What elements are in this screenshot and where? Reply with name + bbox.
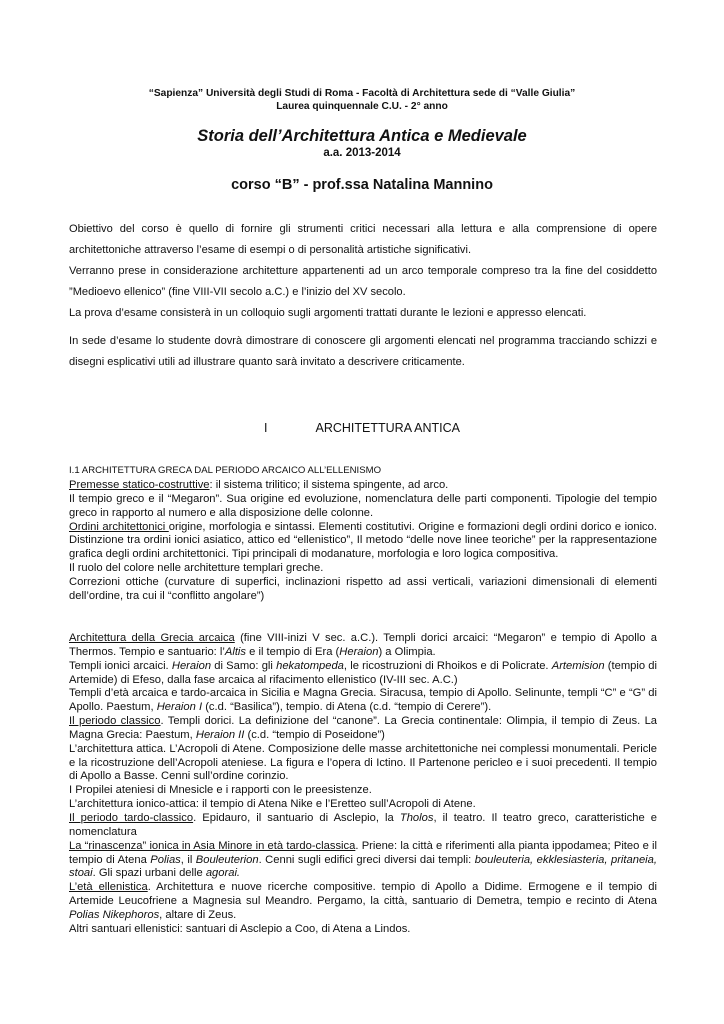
paragraph-megaron: Il tempio greco e il “Megaron”. Sua origine ed evoluzione, nomenclatura delle parti componenti. Tipologie del tempio greco in rapporto al numero e alla disposizione delle colonne.: [69, 492, 657, 519]
university-header: “Sapienza” Università degli Studi di Roma - Facoltà di Architettura sede di “Valle Giulia”: [148, 88, 576, 99]
content-block-greek-basics: [69, 479, 657, 604]
topic-label: Il periodo classico: [69, 715, 161, 728]
paragraph-correzioni: Correzioni ottiche (curvature di superfici, inclinazioni rispetto ad assi verticali, variazioni dimensionali di elementi dell’ordine, tra cui il “conflitto angolare”): [69, 575, 657, 602]
topic-label: Ordini architettonici: [69, 520, 169, 533]
topic-label: Il periodo tardo-classico: [69, 811, 194, 824]
paragraph-tardo-classico: Il periodo tardo-classico. Epidauro, il santuario di Asclepio, la Tholos, il teatro. Il teatro greco, caratteristiche e nomenclatura: [69, 811, 657, 838]
intro-paragraph-exam: La prova d’esame consisterà in un colloquio sugli argomenti trattati durante le lezioni e appresso elencati.: [69, 307, 587, 319]
intro-paragraph-sketches: In sede d’esame lo studente dovrà dimostrare di conoscere gli argomenti elencati nel programma tracciando schizzi e disegni esplicativi utili ad illustrare quanto sarà invitato a descrivere criticamente.: [69, 335, 657, 368]
paragraph-ellenistica: L’età ellenistica. Architettura e nuove ricerche compositive. tempio di Apollo a Didime. Ermogene e il tempio di Artemide Leucofriene a Magnesia sul Meandro. Pergamo, la città, santuario di Demetra, tempio e recinto di Atena Polias Nikephoros, altare di Zeus.: [69, 881, 657, 921]
topic-label: La “rinascenza” ionica in Asia Minore in età tardo-classica: [69, 839, 356, 852]
section-number: I: [264, 421, 268, 435]
paragraph-ordini: Ordini architettonici origine, morfologia e sintassi. Elementi costitutivi. Origine e formazioni degli ordini dorico e ionico. Distinzione tra ordini ionici asiatico, attico ed “ellenistico”, Il metodo “delle nove linee teoriche” per la rappresentazione grafica degli ordini architettonici. Tipi principali di modanature, morfologia e loro logica compositiva.: [69, 520, 657, 561]
paragraph-classico: Il periodo classico. Templi dorici. La definizione del “canone”. La Grecia continentale: Olimpia, il tempio di Zeus. La Magna Grecia: Paestum, Heraion II (c.d. “tempio di Poseidone”): [69, 715, 658, 741]
paragraph-altri-santuari: Altri santuari ellenistici: santuari di Asclepio a Coo, di Atena a Lindos.: [69, 922, 411, 935]
topic-label: Architettura della Grecia arcaica: [69, 632, 235, 644]
section-title: ARCHITETTURA ANTICA: [315, 421, 460, 435]
section-heading: [40, 420, 684, 436]
intro-paragraph-objective: Obiettivo del corso è quello di fornire gli strumenti critici necessari alla lettura e alla comprensione di opere architettoniche attraverso l’esame di esempi o di personalità artistiche significativi.: [69, 223, 657, 256]
paragraph-propilei: I Propilei ateniesi di Mnesicle e i rapporti con le preesistenze.: [69, 784, 372, 797]
paragraph-ionici: Templi ionici arcaici. Heraion di Samo: gli hekatompeda, le ricostruzioni di Rhoikos e di Policrate. Artemision (tempio di Artemide) di Efeso, dalla fase arcaica al rifacimento ellenistico (IV-III sec. A.C.): [69, 659, 658, 686]
course-title: Storia dell’Architettura Antica e Medievale: [197, 127, 527, 145]
subsection-heading: I.1 ARCHITETTURA GRECA DAL PERIODO ARCAICO ALL’ELLENISMO: [69, 465, 382, 476]
paragraph-sicilia: Templi d’età arcaica e tardo-arcaica in Sicilia e Magna Grecia. Siracusa, tempio di Apollo. Selinunte, templi “C” e “G” di Apollo. Paestum, Heraion I (c.d. “Basilica”), tempio. di Atena (c.d. “tempio di Cerere”).: [69, 687, 657, 714]
paragraph-ionico-attica: L’architettura ionico-attica: il tempio di Atena Nike e l’Eretteo sull’Acropoli di Atene.: [69, 798, 476, 811]
course-professor: corso “B” - prof.ssa Natalina Mannino: [231, 177, 493, 193]
degree-header: Laurea quinquennale C.U. - 2° anno: [276, 101, 448, 112]
content-block-greek-periods: [69, 632, 657, 937]
paragraph-rinascenza: La “rinascenza” ionica in Asia Minore in età tardo-classica. Priene: la città e riferimenti alla pianta ippodamea; Piteo e il tempio di Atena Polias, il Bouleuterion. Cenni sugli edifici greci diversi dai templi: bouleuteria, ekklesiasteria, pritaneia, stoai. Gli spazi urbani delle agorai.: [69, 839, 658, 880]
intro-block: [69, 219, 657, 324]
topic-label: Premesse statico-costruttive: [69, 479, 210, 491]
academic-year: a.a. 2013-2014: [323, 147, 401, 159]
paragraph-arcaica: Architettura della Grecia arcaica (fine VIII-inizi V sec. a.C.). Templi dorici arcaici: “Megaron” e tempio di Apollo a Thermos. Tempio e santuario: l’Altis e il tempio di Era (Heraion) a Olimpia.: [69, 632, 657, 658]
topic-label: L’età ellenistica: [69, 881, 148, 894]
paragraph-attica: L’architettura attica. L’Acropoli di Atene. Composizione delle masse architettoniche nei complessi monumentali. Pericle e la ricostruzione dell’Acropoli ateniese. La figura e l’opera di Ictino. Il Partenone pericleo e i suoi precedenti. Il tempio di Apollo a Basse. Cenni sull’ordine corinzio.: [69, 742, 657, 783]
intro-paragraph-period: Verranno prese in considerazione architetture appartenenti ad un arco temporale compreso tra la fine del cosiddetto ”Medioevo ellenico” (fine VIII-VII secolo a.C.) e l’inizio del XV secolo.: [69, 265, 657, 298]
paragraph-premesse: Premesse statico-costruttive: il sistema trilitico; il sistema spingente, ad arco.: [69, 479, 449, 491]
intro-block-exam-details: [69, 331, 657, 373]
paragraph-colore: Il ruolo del colore nelle architetture templari greche.: [69, 562, 324, 575]
